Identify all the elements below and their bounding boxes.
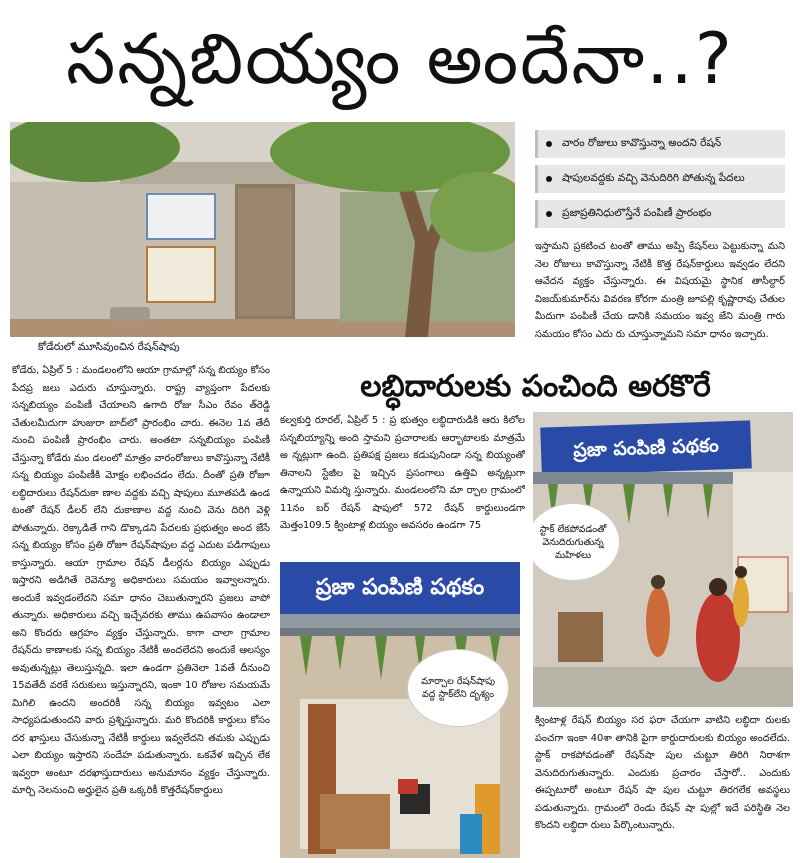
middle-article: కల్వకుర్తి రూరల్, ఏప్రిల్ 5 : ప్ర భుత్వం లబ్ధిదారుడికి ఆరు కిలోల సన్నబియ్యాన్ని అంది స్తామని ప్రచారాలకు ఆర్భాటాలకు మాత్రమే అ న్నట్లుగా ఉంది. ప్రతిపక్ష ప్రజలు కడుపునిండా సన్న బియ్యంతో తినాలని స్టేజీల పై ఇచ్చిన ప్రసంగాలు ఉత్తివి అన్నట్లుగా ఉన్నాయని విమర్శి స్తున్నారు. మండలంలోని మా ర్చాల గ్రామంలో 11నం బర్ రేషన్ షాపులో 572 రేషన్ కార్డులుండగా మెత్తం109.5 క్వింటాళ్ల బియ్యం అవసరం ఉండగా 75 [280,415,525,531]
bullet-icon [546,211,552,217]
highlight-text: షాపులవద్దకు వచ్చి వెనుదిరిగి పోతున్న పేదలు [562,171,745,184]
highlight-text: ప్రజాప్రతినిధులొస్తేనే పంపిణీ ప్రారంభం [562,206,712,219]
highlight-item [535,165,785,193]
sub-headline: లబ్ధిదారులకు పంచింది అరకొరే [360,369,711,404]
highlights-list [535,130,785,235]
highlight-item [535,130,785,158]
highlight-item [535,200,785,228]
shop-banner: ప్రజా పంపిణి పథకం [540,420,752,475]
marchala-ration-shop-photo [280,562,520,858]
photo-caption-bubble: స్టాక్ లేకపోవడంతో వెనుదిరుగుతున్న మహిళలు [533,504,619,580]
shop-interior-illustration [280,614,520,858]
bullet-icon [546,141,552,147]
highlight-text: వారం రోజులు కావొస్తున్నా అందని రేషన్ [562,136,722,149]
shop-banner: ప్రజా పంపిణి పథకం [280,562,520,614]
top-photo-caption: కోడేరులో మూసివుంచిన రేషన్‌షాపు [38,341,180,353]
left-column-article: కోడేరు, ఏప్రిల్ 5 : మండలంలోని ఆయా గ్రామాల్లో సన్న బియ్యం కోసం పేదప్ర జలు ఎదురు చూస్తున్నారు. రాష్ట్ర వ్యాప్తంగా పేదలకు సన్నబియ్యం పంపిణీ చేయాలని ఉగాది రోజు సీఎం రేవం త్‌రెడ్డి చేతులమీదుగా హుజురా బాద్‌లో ప్రారంభిం చారు. ఈనెల 1వ తేదీ నుంచి పంపిణీ ప్రారంభిం చారు. అంతటా సన్నబియ్యం పంపిణీ చేస్తున్నా కోడేరు మం డలంలో మాత్రం వారంరోజులు కావొస్తున్నా నేటికీ సన్న బియ్యం పంపిణీకి మోక్షం లభించడం లేదు. దీంతో ప్రతి రోజూ లబ్ధిదారులు రేషన్‌దుకా ణాల వద్దకు వచ్చి షాపులు మూతపడి ఉండ టంతో రేషన్ డీలర్ లేని దుకాణాల వద్ద నుంచి వెను దిరిగి వెళ్లి పోతున్నారు. రెక్కాడితే గాని డొక్కాడని పేదలకు ప్రభుత్వం అంద జేసే సన్న బియ్యం కోసం ప్రతి రోజూ రేషన్‌షాపుల వద్ద ఎదుట పడిగాపులు కాస్తున్నారు. ఆయా గ్రామాల రేషన్ డీలర్లను బియ్యం ఎప్పుడు ఇస్తారని అడిగితే రెవెన్యూ అధికారులు సమయం ఇవ్వాలన్నారు. అందుకే ఇవ్వడంలేదని సమా ధానం చెబుతున్నారని ప్రజలు వాపో తున్నారు. అధికారులు వచ్చి ఇచ్చేవరకు తాము ఉపవాసం ఉండాలా అని కొందరు ఆగ్రహం వ్యక్తం చేస్తున్నారు. కాగా చాలా గ్రామాల రేషన్‌దు కాణాలకు సన్న బియ్యం నేటికీ అందలేదని అందుకే ఆలస్యం అవుతున్నట్లు తెలుస్తున్నది. ఇలా ఉండగా ప్రతినెలా 1వతే దీనుంచి 15వతేదీ వరకే సరుకులు ఇస్తున్నారని, ఇంకా 10 రోజుల సమయమే మిగిలి ఉందని అందరికీ సన్న బియ్యం ఇవ్వటం ఎలా సాధ్యపడుతుందని వారు ప్రశ్నిస్తున్నారు. మరి కొందరికి కార్డులు కోసం దర ఖాస్తులు చేసుకున్నా నేటికీ కార్డులు ఇవ్వలేదని తమకు ఎప్పుడు ఎలా బియ్యం ఇస్తారని సందేహ పడుతున్నారు. ఒకవేళ ఇచ్చిన లేక ఇవ్వరా అంటూ దరఖాస్తుదారులు అనుమానం వ్యక్తం చేస్తున్నారు. మార్చి నెలనుంచి అర్హులైన ప్రతి ఒక్కరికీ కొత్తరేషన్‌కార్డులు [12,365,270,796]
returning-women-photo [533,412,793,707]
bullet-icon [546,176,552,182]
photo-caption-bubble: మార్చాల రేషన్‌షాపు వద్ద స్టాక్‌లేని దృశ్యం [408,650,508,726]
closed-ration-shop-photo [10,122,515,337]
right-bottom-paragraph: క్వింటాళ్ల రేషన్ బియ్యం సర ఫరా చేయగా వాటిని లబ్ధిదా రులకు పంచగా ఇంకా 40శా తానికి పైగా కార్డుదారులకు బియ్యం అందలేదు. స్టాక్ రాకపోవడంతో రేషన్‌షా పుల చుట్టూ తిరిగి నిరాశగా వెనుదిరుగుతున్నారు. ఎందుకు ప్రచారం చేస్తారో.. ఎందుకు ఈప్పటూరో అంటూ రేషన్ షా పుల చుట్టూ తిరగలేక అవస్థలు పడుతున్నారు. గ్రామంలో రెండు రేషన్ షా పుల్లో ఇదే పరిస్థితి నెల కొందని లబ్ధిదా రులు పేర్కొంటున్నారు. [535,715,790,831]
headline: సన్నబియ్యం అందేనా..? [66,18,734,100]
right-top-paragraph: ఇస్తామని ప్రకటించ టంతో తాము అప్పి కేషన్‌లు పెట్టుకున్నా మని నెల రోజులు కావొస్తున్నా నేటికీ కొత్త రేషన్‌కార్డులు ఇవ్వడం లేదని ఆవేదన వ్యక్తం చేస్తున్నారు. ఈ విషయమై స్థానిక తాసీల్దార్ విజయ్‌కుమార్‌ను వివరణ కోరగా మంత్రి జూపల్లి కృష్ణారావు చేతుల మీదుగా పంపిణీ చేయ డానికి సమయం ఇవ్వ జేని మంత్రి గారు సమయం కోసం ఎదు రు చూస్తున్నామని సమా ధానం ఇచ్చారు. [535,241,785,340]
closed-shop-illustration [10,122,515,337]
